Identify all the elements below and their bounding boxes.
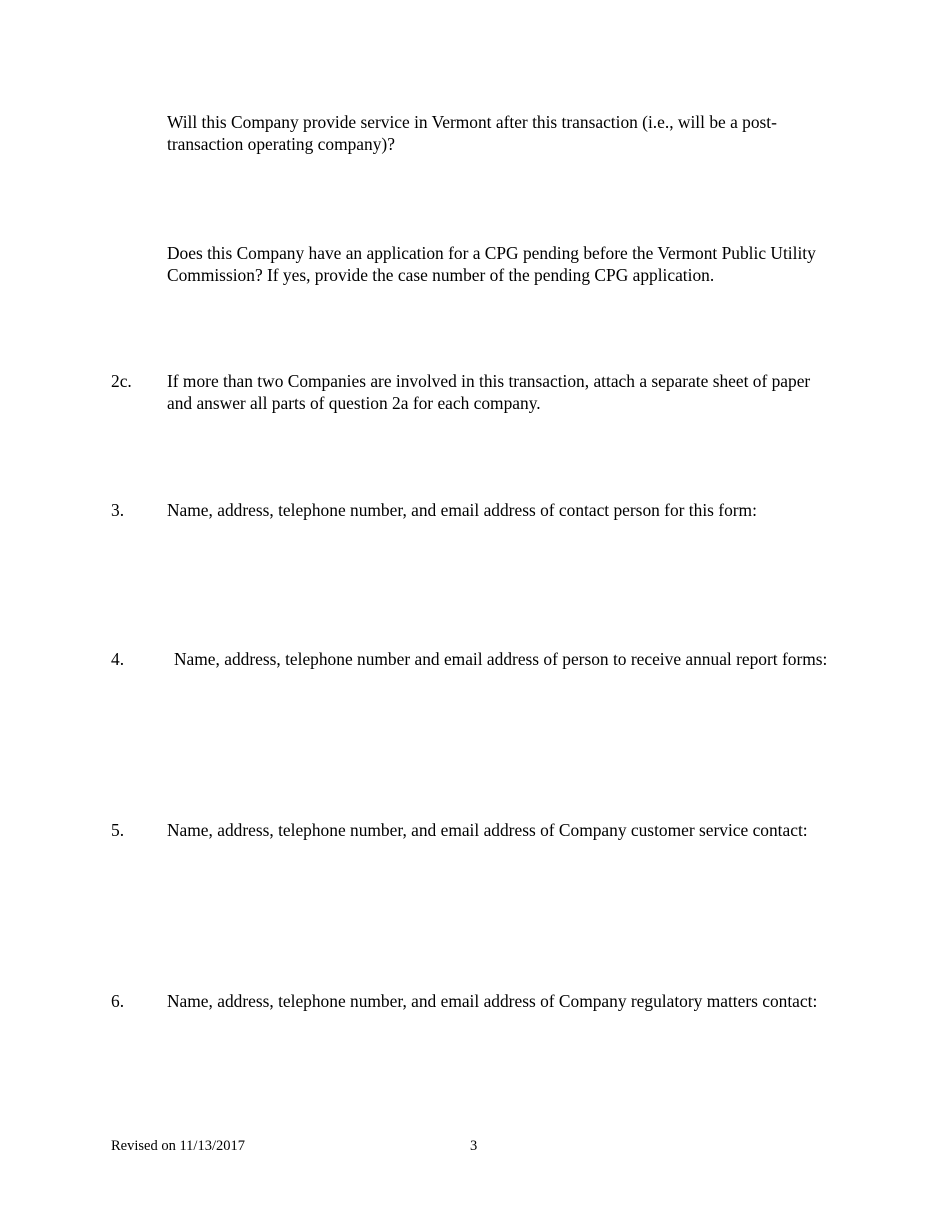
- question-6-number: 6.: [111, 991, 125, 1011]
- question-3-text: Name, address, telephone number, and email address of contact person for this form:: [167, 500, 757, 520]
- question-6-text: Name, address, telephone number, and email address of Company regulatory matters contact:: [167, 991, 818, 1011]
- question-4-number: 4.: [111, 649, 125, 669]
- question-cpg-pending: Does this Company have an application for a CPG pending before the Vermont Public Utility Commission? If yes, provide the case number of the pending CPG application.: [167, 243, 816, 285]
- question-2c-text: If more than two Companies are involved in this transaction, attach a separate sheet of paper and answer all parts of question 2a for each company.: [167, 371, 811, 413]
- footer-revised-date: Revised on 11/13/2017: [111, 1138, 245, 1154]
- question-5-text: Name, address, telephone number, and email address of Company customer service contact:: [167, 820, 808, 840]
- question-3-number: 3.: [111, 500, 125, 520]
- question-4-text: Name, address, telephone number and email address of person to receive annual report forms:: [174, 649, 828, 669]
- question-5-number: 5.: [111, 820, 125, 840]
- footer-page-number: 3: [470, 1138, 478, 1154]
- question-2c-number: 2c.: [111, 371, 132, 391]
- question-service-after-transaction: Will this Company provide service in Vermont after this transaction (i.e., will be a post-transaction operating company)?: [167, 112, 777, 154]
